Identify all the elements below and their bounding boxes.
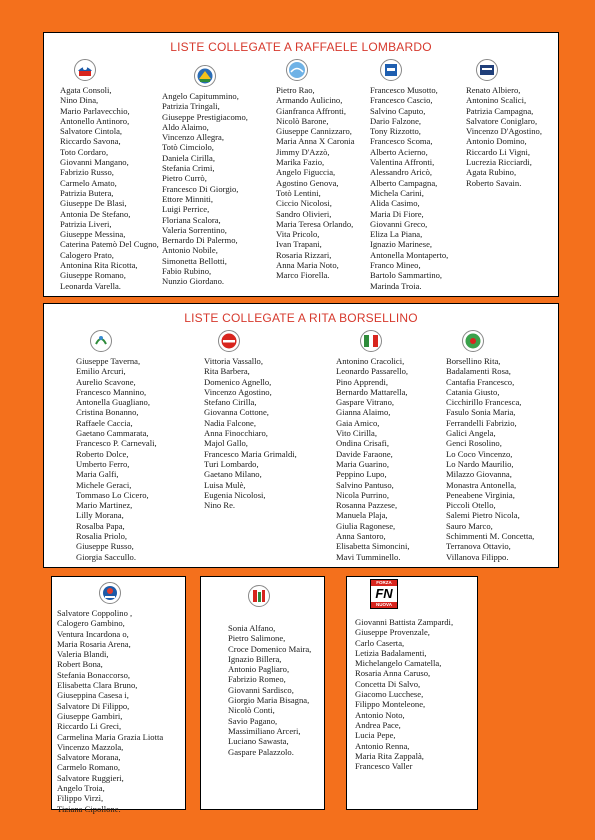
candidate-name: Stefano Cirilla,: [204, 397, 257, 408]
candidate-list: [204, 356, 297, 510]
candidate-name: Luigi Perrice,: [162, 204, 210, 215]
candidate-name: Lilly Morana,: [76, 510, 124, 521]
candidate-name: Vincenzo Mazzola,: [57, 741, 124, 752]
candidate-name: Vincenzo Allegra,: [162, 132, 225, 143]
candidate-name: Nino Re.: [204, 500, 236, 511]
candidate-name: Giuseppe De Blasi,: [60, 198, 127, 209]
candidate-name: Cristina Bonanno,: [76, 407, 139, 418]
candidate-name: Salvatore Di Filippo,: [57, 700, 130, 711]
panel-title: LISTE COLLEGATE A RAFFAELE LOMBARDO: [170, 40, 432, 54]
candidate-name: Leonardo Passarello,: [336, 366, 409, 377]
candidate-name: Badalamenti Rosa,: [446, 366, 511, 377]
candidate-name: Lucia Pepe,: [355, 730, 396, 741]
candidate-name: Mavi Tumminello.: [336, 551, 401, 562]
candidate-name: Massimiliano Arceri,: [228, 725, 301, 736]
candidate-name: Antonio Domino,: [466, 136, 527, 147]
logo-top: FORZA: [371, 580, 397, 586]
candidate-name: Tommaso Lo Cicero,: [76, 489, 149, 500]
candidate-name: Turi Lombardo,: [204, 458, 259, 469]
candidate-name: Giorgia Saccullo.: [76, 551, 136, 562]
candidate-name: Anna Maria Noto,: [276, 260, 339, 271]
candidate-name: Giacomo Lucchese,: [355, 689, 424, 700]
candidate-name: Nunzio Giordano.: [162, 276, 225, 287]
panel-list-middle: [200, 576, 325, 810]
candidate-list: [355, 617, 453, 771]
candidate-name: Angelo Figuccia,: [276, 167, 336, 178]
circle-prc-logo-icon: [360, 330, 382, 352]
candidate-name: Agata Rubino,: [466, 167, 517, 178]
candidate-name: Simonetta Bellotti,: [162, 255, 227, 266]
candidate-name: Michele Geraci,: [76, 479, 132, 490]
candidate-name: Francesco Di Giorgio,: [162, 183, 239, 194]
candidate-name: Maria Rosaria Arena,: [57, 638, 131, 649]
candidate-name: Anna Finocchiaro,: [204, 428, 268, 439]
candidate-name: Nicolò Conti,: [228, 705, 275, 716]
candidate-name: Lucrezia Ricciardi,: [466, 157, 532, 168]
candidate-name: Maria Di Fiore,: [370, 208, 424, 219]
candidate-name: Valentina Affronti,: [370, 157, 435, 168]
candidate-name: Anna Santoro,: [336, 531, 386, 542]
panel-lombardo: [43, 32, 559, 297]
candidate-name: Gianna Alaimo,: [336, 407, 391, 418]
candidate-name: Giovanni Greco,: [370, 218, 428, 229]
candidate-name: Pietro Rao,: [276, 85, 315, 95]
candidate-name: Gaspare Palazzolo.: [228, 746, 294, 757]
candidate-name: Luciano Sawasta,: [228, 736, 289, 747]
candidate-name: Rita Barbera,: [204, 366, 250, 377]
logo-bot: NUOVA: [371, 602, 397, 608]
candidate-name: Maria Anna X Caronia: [276, 136, 355, 147]
candidate-name: Filippo Virzì,: [57, 793, 104, 804]
candidate-name: Fabrizio Romeo,: [228, 674, 286, 685]
candidate-name: Cicchirillo Francesca,: [446, 397, 522, 408]
candidate-name: Bartolo Sammartino,: [370, 270, 443, 281]
candidate-name: Francesco Maria Grimaldi,: [204, 448, 297, 459]
candidate-name: Antonio Renna,: [355, 740, 410, 751]
candidate-name: Gianfranca Affronti,: [276, 105, 346, 116]
candidate-name: Giuseppe Messina,: [60, 229, 126, 240]
candidate-name: Riccardo Li Greci,: [57, 721, 122, 732]
candidate-name: Patrizia Liveri,: [60, 218, 112, 229]
candidate-name: Antonella Guagliano,: [76, 397, 150, 408]
candidate-name: Terranova Ottavio,: [446, 541, 511, 552]
candidate-name: Giuseppina Casesa i,: [57, 690, 129, 701]
candidate-name: Marco Fiorella.: [276, 270, 330, 281]
candidate-name: Davide Faraone,: [336, 448, 393, 459]
candidate-name: Salemi Pietro Nicola,: [446, 510, 520, 521]
candidate-name: Villanova Filippo.: [446, 551, 509, 562]
candidate-name: Ferrandelli Fabrizio,: [446, 417, 517, 428]
candidate-name: Maria Rita Zappalà,: [355, 750, 424, 761]
candidate-name: Robert Bona,: [57, 659, 103, 670]
candidate-name: Gaspare Vitrano,: [336, 397, 395, 408]
candidate-name: Gaia Amico,: [336, 417, 380, 428]
candidate-name: Rosaria Rizzari,: [276, 249, 332, 260]
candidate-name: Daniela Cirilla,: [162, 152, 215, 163]
candidate-name: Borsellino Rita,: [446, 356, 501, 366]
candidate-name: Leonarda Varella.: [60, 280, 121, 291]
candidate-name: Calogero Prato,: [60, 249, 114, 260]
candidate-name: Pietro Salimone,: [228, 633, 286, 644]
candidate-name: Ettore Minniti,: [162, 193, 214, 204]
candidate-name: Caterina Patemò Del Cugno,: [60, 239, 159, 250]
circle-red-logo-icon: [218, 330, 240, 352]
candidate-name: Fasulo Sonia Maria,: [446, 407, 516, 418]
candidate-name: Umberto Ferro,: [76, 458, 130, 469]
candidate-name: Agostino Genova,: [276, 177, 339, 188]
party-logo-icon: [248, 585, 270, 607]
candidate-name: Rosanna Pazzese,: [336, 500, 398, 511]
candidate-name: Milazzo Giovanna,: [446, 469, 512, 480]
candidate-name: Andrea Pace,: [355, 719, 401, 730]
candidate-name: Antonio Noto,: [355, 709, 405, 720]
candidate-name: Carmelina Maria Grazia Liotta: [57, 731, 164, 742]
candidate-name: Alberto Campagna,: [370, 177, 438, 188]
candidate-name: Emilio Arcuri,: [76, 366, 126, 377]
candidate-name: Ondina Crisafi,: [336, 438, 389, 449]
candidate-name: Lo Coco Vincenzo,: [446, 448, 513, 459]
candidate-name: Francesco Cascio,: [370, 95, 433, 106]
candidate-name: Genci Rosolino,: [446, 438, 502, 449]
candidate-name: Angelo Capitummino,: [162, 91, 239, 101]
panel-title: LISTE COLLEGATE A RITA BORSELLINO: [184, 311, 418, 325]
candidate-name: Salvino Caputo,: [370, 105, 426, 116]
candidate-name: Salvatore Coniglaro,: [466, 115, 538, 126]
candidate-name: Sauro Marco,: [446, 520, 493, 531]
candidate-name: Salvatore Cintola,: [60, 126, 123, 137]
candidate-name: Raffaele Caccia,: [76, 417, 133, 428]
candidate-name: Aldo Alaimo,: [162, 121, 209, 132]
candidate-name: Nino Dina,: [60, 95, 99, 106]
candidate-name: Carlo Caserta,: [355, 637, 405, 648]
candidate-name: Rosaria Anna Caruso,: [355, 668, 431, 679]
candidate-name: Giuseppe Romano,: [60, 270, 126, 281]
candidate-name: Giovanna Cottone,: [204, 407, 269, 418]
candidate-name: Carmelo Romano,: [57, 762, 121, 773]
list-column: [466, 59, 542, 188]
candidate-name: Antonino Scalici,: [466, 95, 527, 106]
candidate-name: Eliza La Piana,: [370, 229, 423, 240]
candidate-name: Letizia Badalamenti,: [355, 647, 427, 658]
candidate-name: Antonello Antinoro,: [60, 115, 130, 126]
candidate-name: Michelangelo Camatella,: [355, 658, 442, 669]
candidate-name: Tiziana Cipollone.: [57, 803, 121, 814]
candidate-name: Filippo Monteleone,: [355, 699, 426, 710]
candidate-name: Alberto Acierno,: [370, 146, 428, 157]
candidate-name: Renato Albiero,: [466, 85, 521, 95]
candidate-name: Aurelio Scavone,: [76, 376, 136, 387]
candidate-name: Roberto Savain.: [466, 177, 522, 188]
candidate-name: Antonella Montaperto,: [370, 249, 449, 260]
circle-green-logo-icon: [462, 330, 484, 352]
candidate-name: Valeria Sorrentino,: [162, 224, 227, 235]
candidate-name: Peppino Lupo,: [336, 469, 387, 480]
candidate-name: Salvatore Coppolino ,: [57, 608, 133, 618]
candidate-name: Gaetano Cammarata,: [76, 428, 149, 439]
candidate-name: Jimmy D'Azzò,: [276, 146, 330, 157]
candidate-name: Manuela Plaja,: [336, 510, 388, 521]
candidate-name: Floriana Scalora,: [162, 214, 221, 225]
candidate-name: Armando Aulicino,: [276, 95, 343, 106]
candidate-name: Elisabetta Simoncini,: [336, 541, 410, 552]
candidate-list: [76, 356, 157, 562]
panel-list-left: [51, 576, 186, 814]
candidate-name: Giorgio Maria Bisagna,: [228, 695, 310, 706]
circle-mpa-logo-icon: [194, 65, 216, 87]
candidate-name: Giuseppe Cannizzaro,: [276, 126, 352, 137]
candidate-name: Bernardo Mattarella,: [336, 386, 408, 397]
candidate-list: [228, 623, 311, 757]
candidate-name: Ignazio Marinese,: [370, 239, 433, 250]
candidate-name: Roberto Dolce,: [76, 448, 129, 459]
candidate-name: Riccardo Li Vigni,: [466, 146, 531, 157]
candidate-name: Piccoli Otello,: [446, 500, 496, 511]
candidate-name: Luisa Mulè,: [204, 479, 246, 490]
candidate-name: Monastra Antonella,: [446, 479, 517, 490]
candidate-name: Pino Apprendi,: [336, 376, 389, 387]
candidate-name: Vittoria Vassallo,: [204, 356, 263, 366]
candidate-name: Giuseppe Prestigiacomo,: [162, 111, 248, 122]
circle-udc-logo-icon: [74, 59, 96, 81]
candidate-name: Giulia Ragonese,: [336, 520, 396, 531]
candidate-name: Calogero Gambino,: [57, 618, 125, 629]
fn-forza-nuova-logo: [370, 579, 398, 609]
candidate-name: Francesco Scoma,: [370, 136, 433, 147]
candidate-list: [57, 608, 163, 814]
candidate-name: Nicola Purrino,: [336, 489, 389, 500]
candidate-name: Galici Angela,: [446, 428, 496, 439]
circle-blue-logo-icon: [286, 59, 308, 81]
candidate-name: Patrizia Butera,: [60, 187, 114, 198]
candidate-name: Catania Giusto,: [446, 386, 500, 397]
candidate-name: Fabrizio Russo,: [60, 167, 114, 178]
candidate-name: Mario Martinez,: [76, 500, 133, 511]
candidate-name: Francesco Mannino,: [76, 386, 147, 397]
candidate-name: Patrizia Tringali,: [162, 101, 220, 112]
list-column: [228, 585, 311, 757]
candidate-name: Vincenzo Agostino,: [204, 386, 272, 397]
candidate-name: Vita Pricolo,: [276, 229, 320, 240]
candidate-name: Patrizia Campagna,: [466, 105, 534, 116]
panel-borsellino: [43, 303, 559, 568]
candidate-name: Marika Fazio,: [276, 157, 325, 168]
list-column: [336, 330, 410, 562]
candidate-name: Antonina Rita Ricotta,: [60, 260, 138, 271]
candidate-name: Rosalba Papa,: [76, 520, 125, 531]
candidate-name: Giuseppe Taverna,: [76, 356, 141, 366]
candidate-list: [336, 356, 410, 562]
candidate-name: Totò Cimciolo,: [162, 142, 214, 153]
candidate-name: Valeria Blandi,: [57, 649, 109, 660]
square-navy-logo-icon: [476, 59, 498, 81]
candidate-name: Antonia De Stefano,: [60, 208, 131, 219]
candidate-name: Dario Falzone,: [370, 115, 422, 126]
panel-list-right: [346, 576, 478, 810]
candidate-name: Salvatore Ruggieri,: [57, 772, 124, 783]
candidate-name: Giovanni Battista Zampardi,: [355, 617, 454, 627]
list-column: [446, 330, 534, 562]
candidate-name: Concetta Di Salvo,: [355, 678, 421, 689]
candidate-name: Ivan Trapani,: [276, 239, 322, 250]
candidate-name: Peneabene Virginia,: [446, 489, 515, 500]
candidate-name: Domenico Agnello,: [204, 376, 272, 387]
candidate-name: Stefania Bonaccorso,: [57, 669, 131, 680]
candidate-name: Riccardo Savona,: [60, 136, 121, 147]
candidate-name: Sonia Alfano,: [228, 623, 276, 633]
candidate-name: Mario Parlavecchio,: [60, 105, 130, 116]
list-column: [60, 59, 159, 291]
list-column: [370, 59, 448, 291]
candidate-name: Salvino Pantuso,: [336, 479, 394, 490]
candidate-name: Fabio Rubino,: [162, 266, 212, 277]
candidate-name: Francesco Valler: [355, 761, 413, 772]
candidate-name: Francesco P. Carnevali,: [76, 438, 157, 449]
candidate-name: Carmelo Amato,: [60, 177, 117, 188]
candidate-name: Eugenia Nicolosi,: [204, 489, 266, 500]
candidate-name: Antonio Nobile,: [162, 245, 218, 256]
list-column: [57, 582, 163, 814]
candidate-name: Tony Rizzotto,: [370, 126, 421, 137]
candidate-name: Stefania Crimi,: [162, 163, 215, 174]
candidate-name: Marinda Troia.: [370, 280, 422, 291]
candidate-name: Giuseppe Provenzale,: [355, 627, 430, 638]
list-column: [204, 330, 297, 510]
party-logo-icon: [99, 582, 121, 604]
candidate-name: Ignazio Billera,: [228, 653, 282, 664]
candidate-name: Alessandro Aricò,: [370, 167, 433, 178]
candidate-name: Gaetano Milano,: [204, 469, 262, 480]
candidate-list: [276, 85, 355, 281]
candidate-name: Bernardo Di Palermo,: [162, 235, 238, 246]
list-column: [276, 59, 355, 281]
candidate-name: Savio Pagano,: [228, 715, 278, 726]
candidate-name: Giuseppe Gambiri,: [57, 710, 123, 721]
candidate-name: Nicolò Barone,: [276, 115, 329, 126]
candidate-name: Maria Guarino,: [336, 458, 389, 469]
candidate-name: Franco Mineo,: [370, 260, 421, 271]
list-column: [76, 330, 157, 562]
candidate-name: Nadia Falcone,: [204, 417, 257, 428]
candidate-name: Toto Cordaro,: [60, 146, 109, 157]
candidate-name: Giuseppe Russo,: [76, 541, 134, 552]
candidate-name: Michela Carini,: [370, 187, 424, 198]
circle-ulivo-logo-icon: [90, 330, 112, 352]
candidate-name: Elisabetta Clara Bruno,: [57, 680, 138, 691]
candidate-name: Francesco Musotto,: [370, 85, 438, 95]
candidate-list: [466, 85, 542, 188]
list-column: [162, 65, 248, 287]
candidate-name: Alida Casimo,: [370, 198, 420, 209]
candidate-name: Giovanni Sardisco,: [228, 684, 294, 695]
candidate-name: Cantafia Francesco,: [446, 376, 515, 387]
candidate-list: [446, 356, 534, 562]
candidate-name: Antonino Cracolici,: [336, 356, 405, 366]
candidate-name: Sandro Olivieri,: [276, 208, 332, 219]
candidate-list: [162, 91, 248, 287]
candidate-name: Ciccio Nicolosi,: [276, 198, 332, 209]
candidate-name: Agata Consoli,: [60, 85, 112, 95]
candidate-list: [60, 85, 159, 291]
candidate-name: Pietro Currò,: [162, 173, 207, 184]
candidate-name: Lo Nardo Maurilio,: [446, 458, 514, 469]
candidate-name: Maria Galfi,: [76, 469, 119, 480]
list-column: [355, 579, 453, 771]
candidate-name: Maria Teresa Orlando,: [276, 218, 354, 229]
candidate-name: Giovanni Mangano,: [60, 157, 129, 168]
square-blue-logo-icon: [380, 59, 402, 81]
logo-mid: FN: [375, 586, 393, 601]
candidate-list: [370, 85, 448, 291]
candidate-name: Vincenzo D'Agostino,: [466, 126, 542, 137]
candidate-name: Salvatore Morana,: [57, 752, 121, 763]
candidate-name: Vito Cirilla,: [336, 428, 378, 439]
candidate-name: Croce Domenico Maira,: [228, 643, 312, 654]
candidate-name: Angelo Troia,: [57, 783, 105, 794]
candidate-name: Majol Gallo,: [204, 438, 248, 449]
candidate-name: Totò Lentini,: [276, 187, 321, 198]
candidate-name: Antonio Pagliaro,: [228, 664, 290, 675]
candidate-name: Ventura Incardona o,: [57, 628, 129, 639]
candidate-name: Rosalia Priolo,: [76, 531, 128, 542]
candidate-name: Schimmenti M. Concetta,: [446, 531, 535, 542]
